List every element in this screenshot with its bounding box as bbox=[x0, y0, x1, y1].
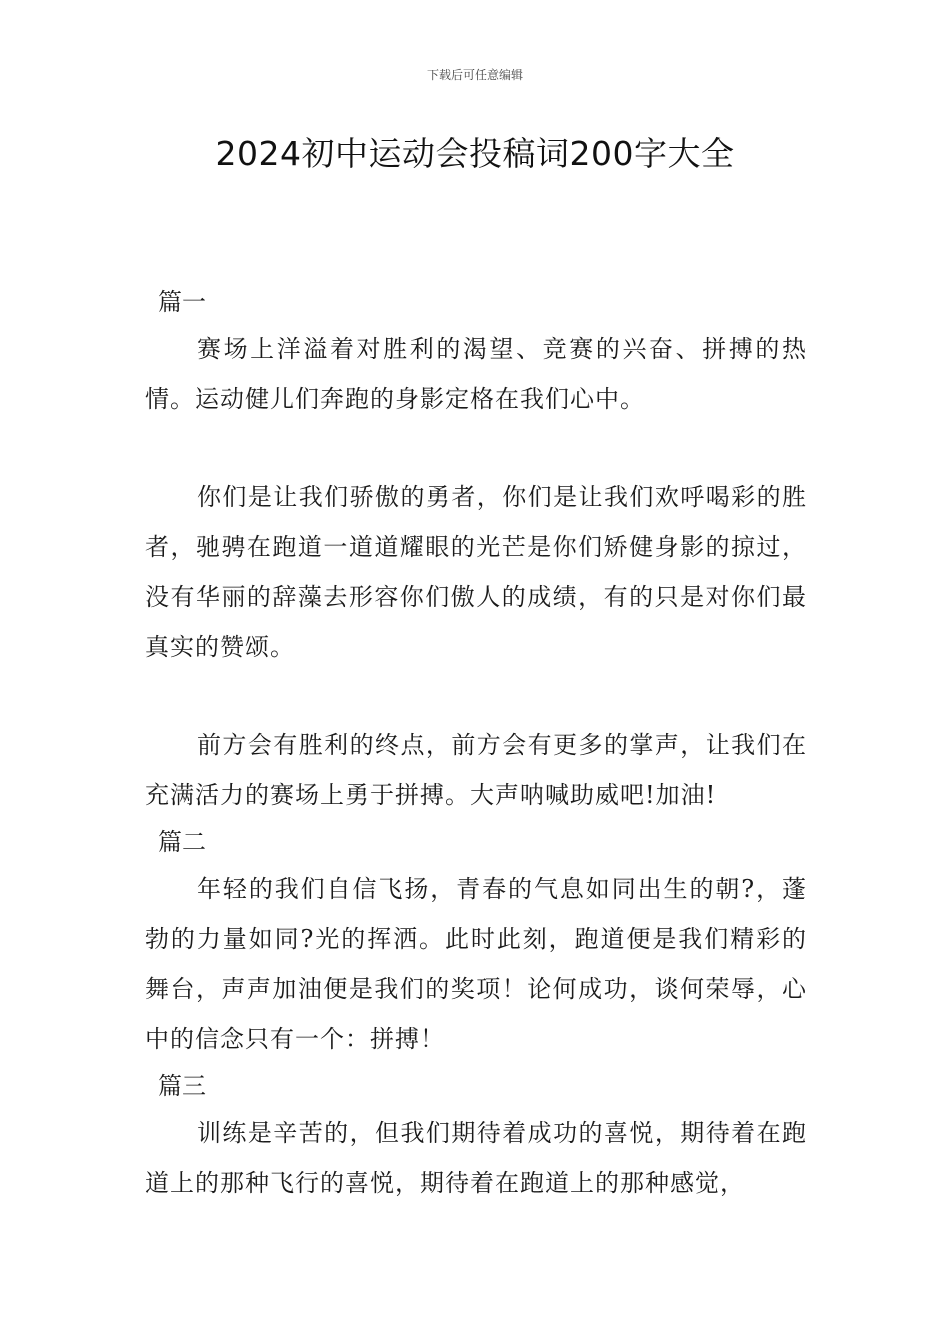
paragraph-3-1: 训练是辛苦的，但我们期待着成功的喜悦，期待着在跑道上的那种飞行的喜悦，期待着在跑道上的那种感觉， bbox=[145, 1119, 807, 1197]
paragraph-1-1: 赛场上洋溢着对胜利的渴望、竞赛的兴奋、拼搏的热情。运动健儿们奔跑的身影定格在我们心中。 bbox=[145, 335, 807, 413]
paragraph-2-1: 年轻的我们自信飞扬，青春的气息如同出生的朝?，蓬勃的力量如同?光的挥洒。此时此刻，跑道便是我们精彩的舞台，声声加油便是我们的奖项！论何成功，谈何荣辱，心中的信念只有一个：拼搏！ bbox=[145, 875, 807, 1053]
paragraph-1-3: 前方会有胜利的终点，前方会有更多的掌声，让我们在充满活力的赛场上勇于拼搏。大声呐喊助威吧!加油! bbox=[145, 731, 807, 809]
section-heading-2: 篇二 bbox=[158, 828, 206, 856]
document-body bbox=[145, 280, 807, 1208]
document-title: 2024初中运动会投稿词200字大全 bbox=[215, 134, 735, 173]
section-heading-3: 篇三 bbox=[158, 1072, 206, 1100]
paragraph-1-2: 你们是让我们骄傲的勇者，你们是让我们欢呼喝彩的胜者，驰骋在跑道一道道耀眼的光芒是你们矫健身影的掠过，没有华丽的辞藻去形容你们傲人的成绩，有的只是对你们最真实的赞颂。 bbox=[145, 483, 807, 661]
section-heading-1: 篇一 bbox=[158, 288, 206, 316]
paragraph-gap bbox=[145, 672, 807, 720]
header-note: 下载后可任意编辑 bbox=[426, 68, 523, 82]
paragraph-gap bbox=[145, 424, 807, 472]
